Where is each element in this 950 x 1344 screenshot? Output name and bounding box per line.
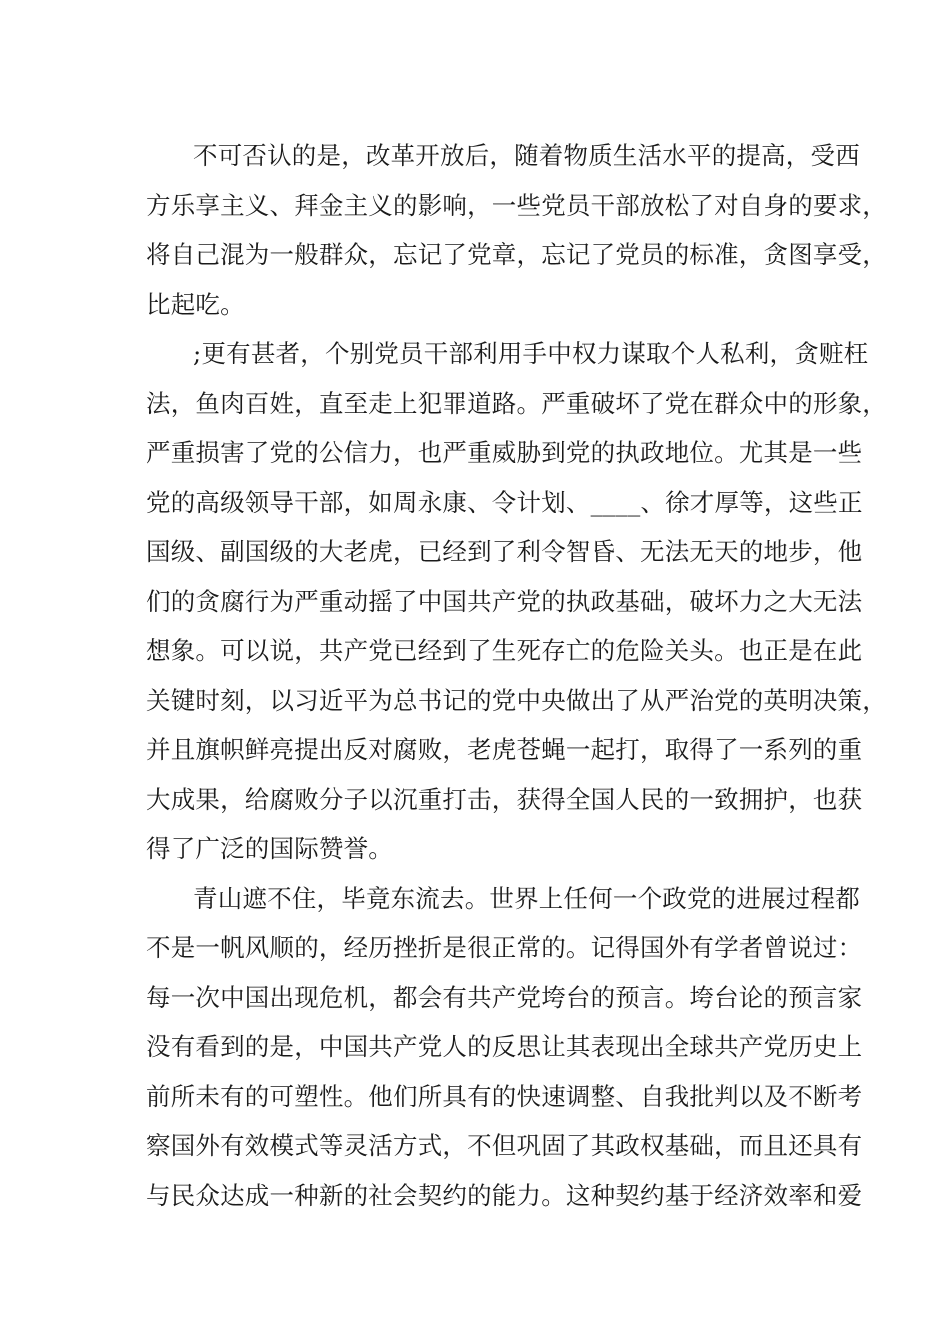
paragraph-2 xyxy=(146,329,887,874)
paragraph-line: 党的高级领导干部，如周永康、令计划、____、徐才厚等，这些正 xyxy=(146,487,863,517)
paragraph-line: 没有看到的是，中国共产党人的反思让其表现出全球共产党历史上 xyxy=(146,1032,863,1061)
paragraph-line: 将自己混为一般群众，忘记了党章，忘记了党员的标准，贪图享受， xyxy=(146,240,887,269)
paragraph-line: 与民众达成一种新的社会契约的能力。这种契约基于经济效率和爱 xyxy=(146,1180,863,1210)
paragraph-line: 得了广泛的国际赞誉。 xyxy=(146,834,393,863)
document-body xyxy=(146,131,887,1220)
paragraph-line: 青山遮不住，毕竟东流去。世界上任何一个政党的进展过程都 xyxy=(193,883,860,913)
paragraph-line: ;更有甚者，个别党员干部利用手中权力谋取个人私利，贪赃枉 xyxy=(193,339,869,368)
paragraph-line: 大成果，给腐败分子以沉重打击，获得全国人民的一致拥护，也获 xyxy=(146,784,863,814)
paragraph-line: 方乐享主义、拜金主义的影响，一些党员干部放松了对自身的要求， xyxy=(146,190,887,220)
paragraph-line: 法，鱼肉百姓，直至走上犯罪道路。严重破坏了党在群众中的形象， xyxy=(146,388,887,418)
paragraph-line: 不是一帆风顺的，经历挫折是很正常的。记得国外有学者曾说过： xyxy=(146,933,863,962)
paragraph-line: 们的贪腐行为严重动摇了中国共产党的执政基础，破坏力之大无法 xyxy=(146,586,863,616)
paragraph-line: 每一次中国出现危机，都会有共产党垮台的预言。垮台论的预言家 xyxy=(146,982,863,1012)
paragraph-line: 不可否认的是，改革开放后，随着物质生活水平的提高，受西 xyxy=(193,141,860,170)
paragraph-1 xyxy=(146,131,887,329)
paragraph-line: 严重损害了党的公信力，也严重威胁到党的执政地位。尤其是一些 xyxy=(146,438,863,467)
paragraph-3 xyxy=(146,874,863,1221)
paragraph-line: 国级、副国级的大老虎，已经到了利令智昏、无法无天的地步，他 xyxy=(146,537,863,566)
paragraph-line: 前所未有的可塑性。他们所具有的快速调整、自我批判以及不断考 xyxy=(146,1081,863,1111)
paragraph-line: 并且旗帜鲜亮提出反对腐败，老虎苍蝇一起打，取得了一系列的重 xyxy=(146,735,863,764)
paragraph-line: 察国外有效模式等灵活方式，不但巩固了其政权基础，而且还具有 xyxy=(146,1131,863,1160)
paragraph-line: 想象。可以说，共产党已经到了生死存亡的危险关头。也正是在此 xyxy=(146,636,863,665)
paragraph-line: 关键时刻，以习近平为总书记的党中央做出了从严治党的英明决策， xyxy=(146,685,887,715)
paragraph-line: 比起吃。 xyxy=(146,289,245,319)
